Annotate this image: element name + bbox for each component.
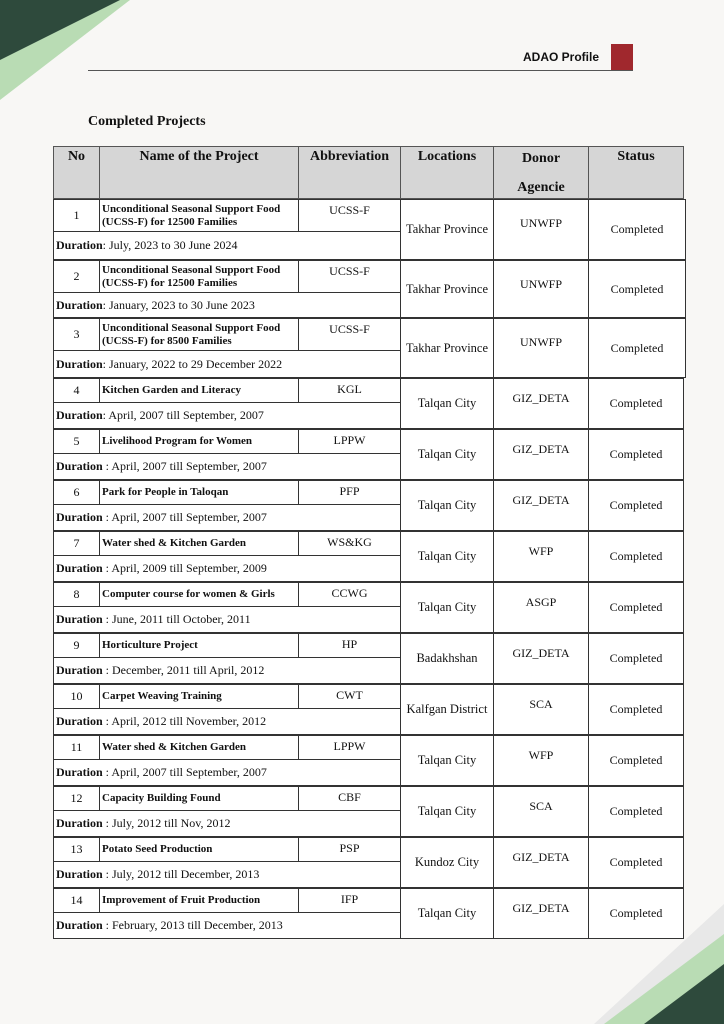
row-location: Takhar Province — [400, 199, 494, 260]
duration-label: Duration — [56, 612, 103, 626]
row-donor: GIZ_DETA — [493, 480, 589, 531]
row-abbreviation: CCWG — [298, 582, 401, 607]
row-no: 9 — [53, 633, 100, 658]
duration-value: : January, 2022 to 29 December 2022 — [102, 356, 283, 371]
row-project-name: Unconditional Seasonal Support Food (UCSS-F) for 12500 Families — [99, 260, 299, 293]
duration-label: Duration — [56, 918, 103, 932]
row-no: 5 — [53, 429, 100, 454]
row-duration — [53, 657, 401, 684]
row-status: Completed — [588, 888, 684, 939]
row-duration — [53, 912, 401, 939]
row-status: Completed — [588, 260, 686, 318]
row-donor: GIZ_DETA — [493, 429, 589, 480]
duration-value: : June, 2011 till October, 2011 — [102, 612, 251, 626]
row-status: Completed — [588, 837, 684, 888]
row-status: Completed — [588, 199, 686, 260]
row-abbreviation: CBF — [298, 786, 401, 811]
row-location: Badakhshan — [400, 633, 494, 684]
row-abbreviation: UCSS-F — [298, 318, 401, 351]
row-status: Completed — [588, 786, 684, 837]
row-duration — [53, 708, 401, 735]
row-no: 12 — [53, 786, 100, 811]
duration-value: : December, 2011 till April, 2012 — [102, 663, 265, 677]
row-project-name: Park for People in Taloqan — [99, 480, 299, 505]
row-abbreviation: WS&KG — [298, 531, 401, 556]
row-location: Talqan City — [400, 480, 494, 531]
row-donor: GIZ_DETA — [493, 837, 589, 888]
row-duration — [53, 810, 401, 837]
duration-label: Duration — [56, 714, 103, 728]
row-status: Completed — [588, 429, 684, 480]
row-duration — [53, 292, 401, 318]
duration-value: : July, 2012 till Nov, 2012 — [102, 816, 231, 830]
duration-label: Duration — [56, 238, 103, 252]
row-no: 10 — [53, 684, 100, 709]
row-status: Completed — [588, 582, 684, 633]
row-abbreviation: LPPW — [298, 429, 401, 454]
row-project-name: Water shed & Kitchen Garden — [99, 735, 299, 760]
row-duration — [53, 231, 401, 260]
header-abbreviation: Abbreviation — [298, 146, 401, 199]
row-location: Talqan City — [400, 735, 494, 786]
corner-decoration-top-left — [0, 0, 140, 110]
row-no: 1 — [53, 199, 100, 232]
row-donor: UNWFP — [493, 199, 589, 260]
row-status: Completed — [588, 684, 684, 735]
row-location: Talqan City — [400, 786, 494, 837]
row-donor: UNWFP — [493, 260, 589, 318]
row-project-name: Unconditional Seasonal Support Food (UCSS-F) for 12500 Families — [99, 199, 299, 232]
row-no: 4 — [53, 378, 100, 403]
header-project-name: Name of the Project — [99, 146, 299, 199]
duration-value: : February, 2013 till December, 2013 — [102, 918, 283, 932]
row-duration — [53, 402, 401, 429]
duration-value: : January, 2023 to 30 June 2023 — [102, 297, 255, 312]
row-project-name: Carpet Weaving Training — [99, 684, 299, 709]
row-location: Talqan City — [400, 429, 494, 480]
row-abbreviation: HP — [298, 633, 401, 658]
duration-value: : July, 2012 till December, 2013 — [102, 867, 260, 881]
row-duration — [53, 555, 401, 582]
row-location: Takhar Province — [400, 318, 494, 378]
row-donor: GIZ_DETA — [493, 633, 589, 684]
row-no: 11 — [53, 735, 100, 760]
row-donor: GIZ_DETA — [493, 378, 589, 429]
duration-label: Duration — [56, 663, 103, 677]
duration-value: : April, 2007 till September, 2007 — [102, 765, 267, 779]
row-project-name: Kitchen Garden and Literacy — [99, 378, 299, 403]
row-donor: SCA — [493, 684, 589, 735]
row-location: Kundoz City — [400, 837, 494, 888]
row-abbreviation: UCSS-F — [298, 199, 401, 232]
row-location: Talqan City — [400, 888, 494, 939]
row-project-name: Livelihood Program for Women — [99, 429, 299, 454]
row-donor: ASGP — [493, 582, 589, 633]
row-duration — [53, 861, 401, 888]
row-abbreviation: PSP — [298, 837, 401, 862]
row-no: 13 — [53, 837, 100, 862]
duration-label: Duration — [56, 867, 103, 881]
row-location: Talqan City — [400, 582, 494, 633]
duration-label: Duration — [56, 561, 103, 575]
row-no: 3 — [53, 318, 100, 351]
header-donor-line2: Agencie — [517, 179, 565, 195]
duration-label: Duration — [56, 459, 103, 473]
row-abbreviation: UCSS-F — [298, 260, 401, 293]
row-project-name: Potato Seed Production — [99, 837, 299, 862]
row-status: Completed — [588, 531, 684, 582]
duration-value: : April, 2007 till September, 2007 — [102, 510, 267, 524]
duration-label: Duration — [56, 356, 103, 371]
row-status: Completed — [588, 480, 684, 531]
row-project-name: Water shed & Kitchen Garden — [99, 531, 299, 556]
header-status: Status — [588, 146, 684, 199]
row-no: 2 — [53, 260, 100, 293]
duration-value: : April, 2007 till September, 2007 — [102, 408, 264, 422]
duration-value: : April, 2012 till November, 2012 — [102, 714, 267, 728]
header-donor-line1: Donor — [521, 150, 561, 166]
row-duration — [53, 606, 401, 633]
row-location: Kalfgan District — [400, 684, 494, 735]
header-divider — [88, 70, 633, 71]
row-project-name: Horticulture Project — [99, 633, 299, 658]
row-donor: WFP — [493, 531, 589, 582]
duration-value: : April, 2009 till September, 2009 — [102, 561, 267, 575]
header-accent-box — [611, 44, 633, 71]
duration-value: : April, 2007 till September, 2007 — [102, 459, 267, 473]
row-abbreviation: PFP — [298, 480, 401, 505]
row-abbreviation: KGL — [298, 378, 401, 403]
duration-label: Duration — [56, 510, 103, 524]
row-duration — [53, 453, 401, 480]
row-project-name: Improvement of Fruit Production — [99, 888, 299, 913]
row-duration — [53, 759, 401, 786]
row-no: 7 — [53, 531, 100, 556]
row-abbreviation: IFP — [298, 888, 401, 913]
row-donor: GIZ_DETA — [493, 888, 589, 939]
row-project-name: Capacity Building Found — [99, 786, 299, 811]
duration-label: Duration — [56, 408, 103, 422]
row-abbreviation: LPPW — [298, 735, 401, 760]
duration-value: : July, 2023 to 30 June 2024 — [102, 238, 238, 252]
row-duration — [53, 350, 401, 378]
row-location: Talqan City — [400, 378, 494, 429]
row-no: 6 — [53, 480, 100, 505]
section-title: Completed Projects — [88, 114, 206, 129]
row-duration — [53, 504, 401, 531]
duration-label: Duration — [56, 816, 103, 830]
header-locations: Locations — [400, 146, 494, 199]
header-title: ADAO Profile — [523, 50, 600, 64]
duration-label: Duration — [56, 765, 103, 779]
row-location: Talqan City — [400, 531, 494, 582]
row-status: Completed — [588, 378, 684, 429]
row-status: Completed — [588, 318, 686, 378]
row-status: Completed — [588, 633, 684, 684]
row-abbreviation: CWT — [298, 684, 401, 709]
row-donor: WFP — [493, 735, 589, 786]
duration-label: Duration — [56, 297, 103, 312]
row-location: Takhar Province — [400, 260, 494, 318]
row-no: 14 — [53, 888, 100, 913]
row-donor: SCA — [493, 786, 589, 837]
header-no: No — [53, 146, 100, 199]
row-status: Completed — [588, 735, 684, 786]
row-no: 8 — [53, 582, 100, 607]
row-project-name: Computer course for women & Girls — [99, 582, 299, 607]
row-project-name: Unconditional Seasonal Support Food (UCSS-F) for 8500 Families — [99, 318, 299, 351]
header-donor-agencie — [493, 146, 589, 199]
row-donor: UNWFP — [493, 318, 589, 378]
